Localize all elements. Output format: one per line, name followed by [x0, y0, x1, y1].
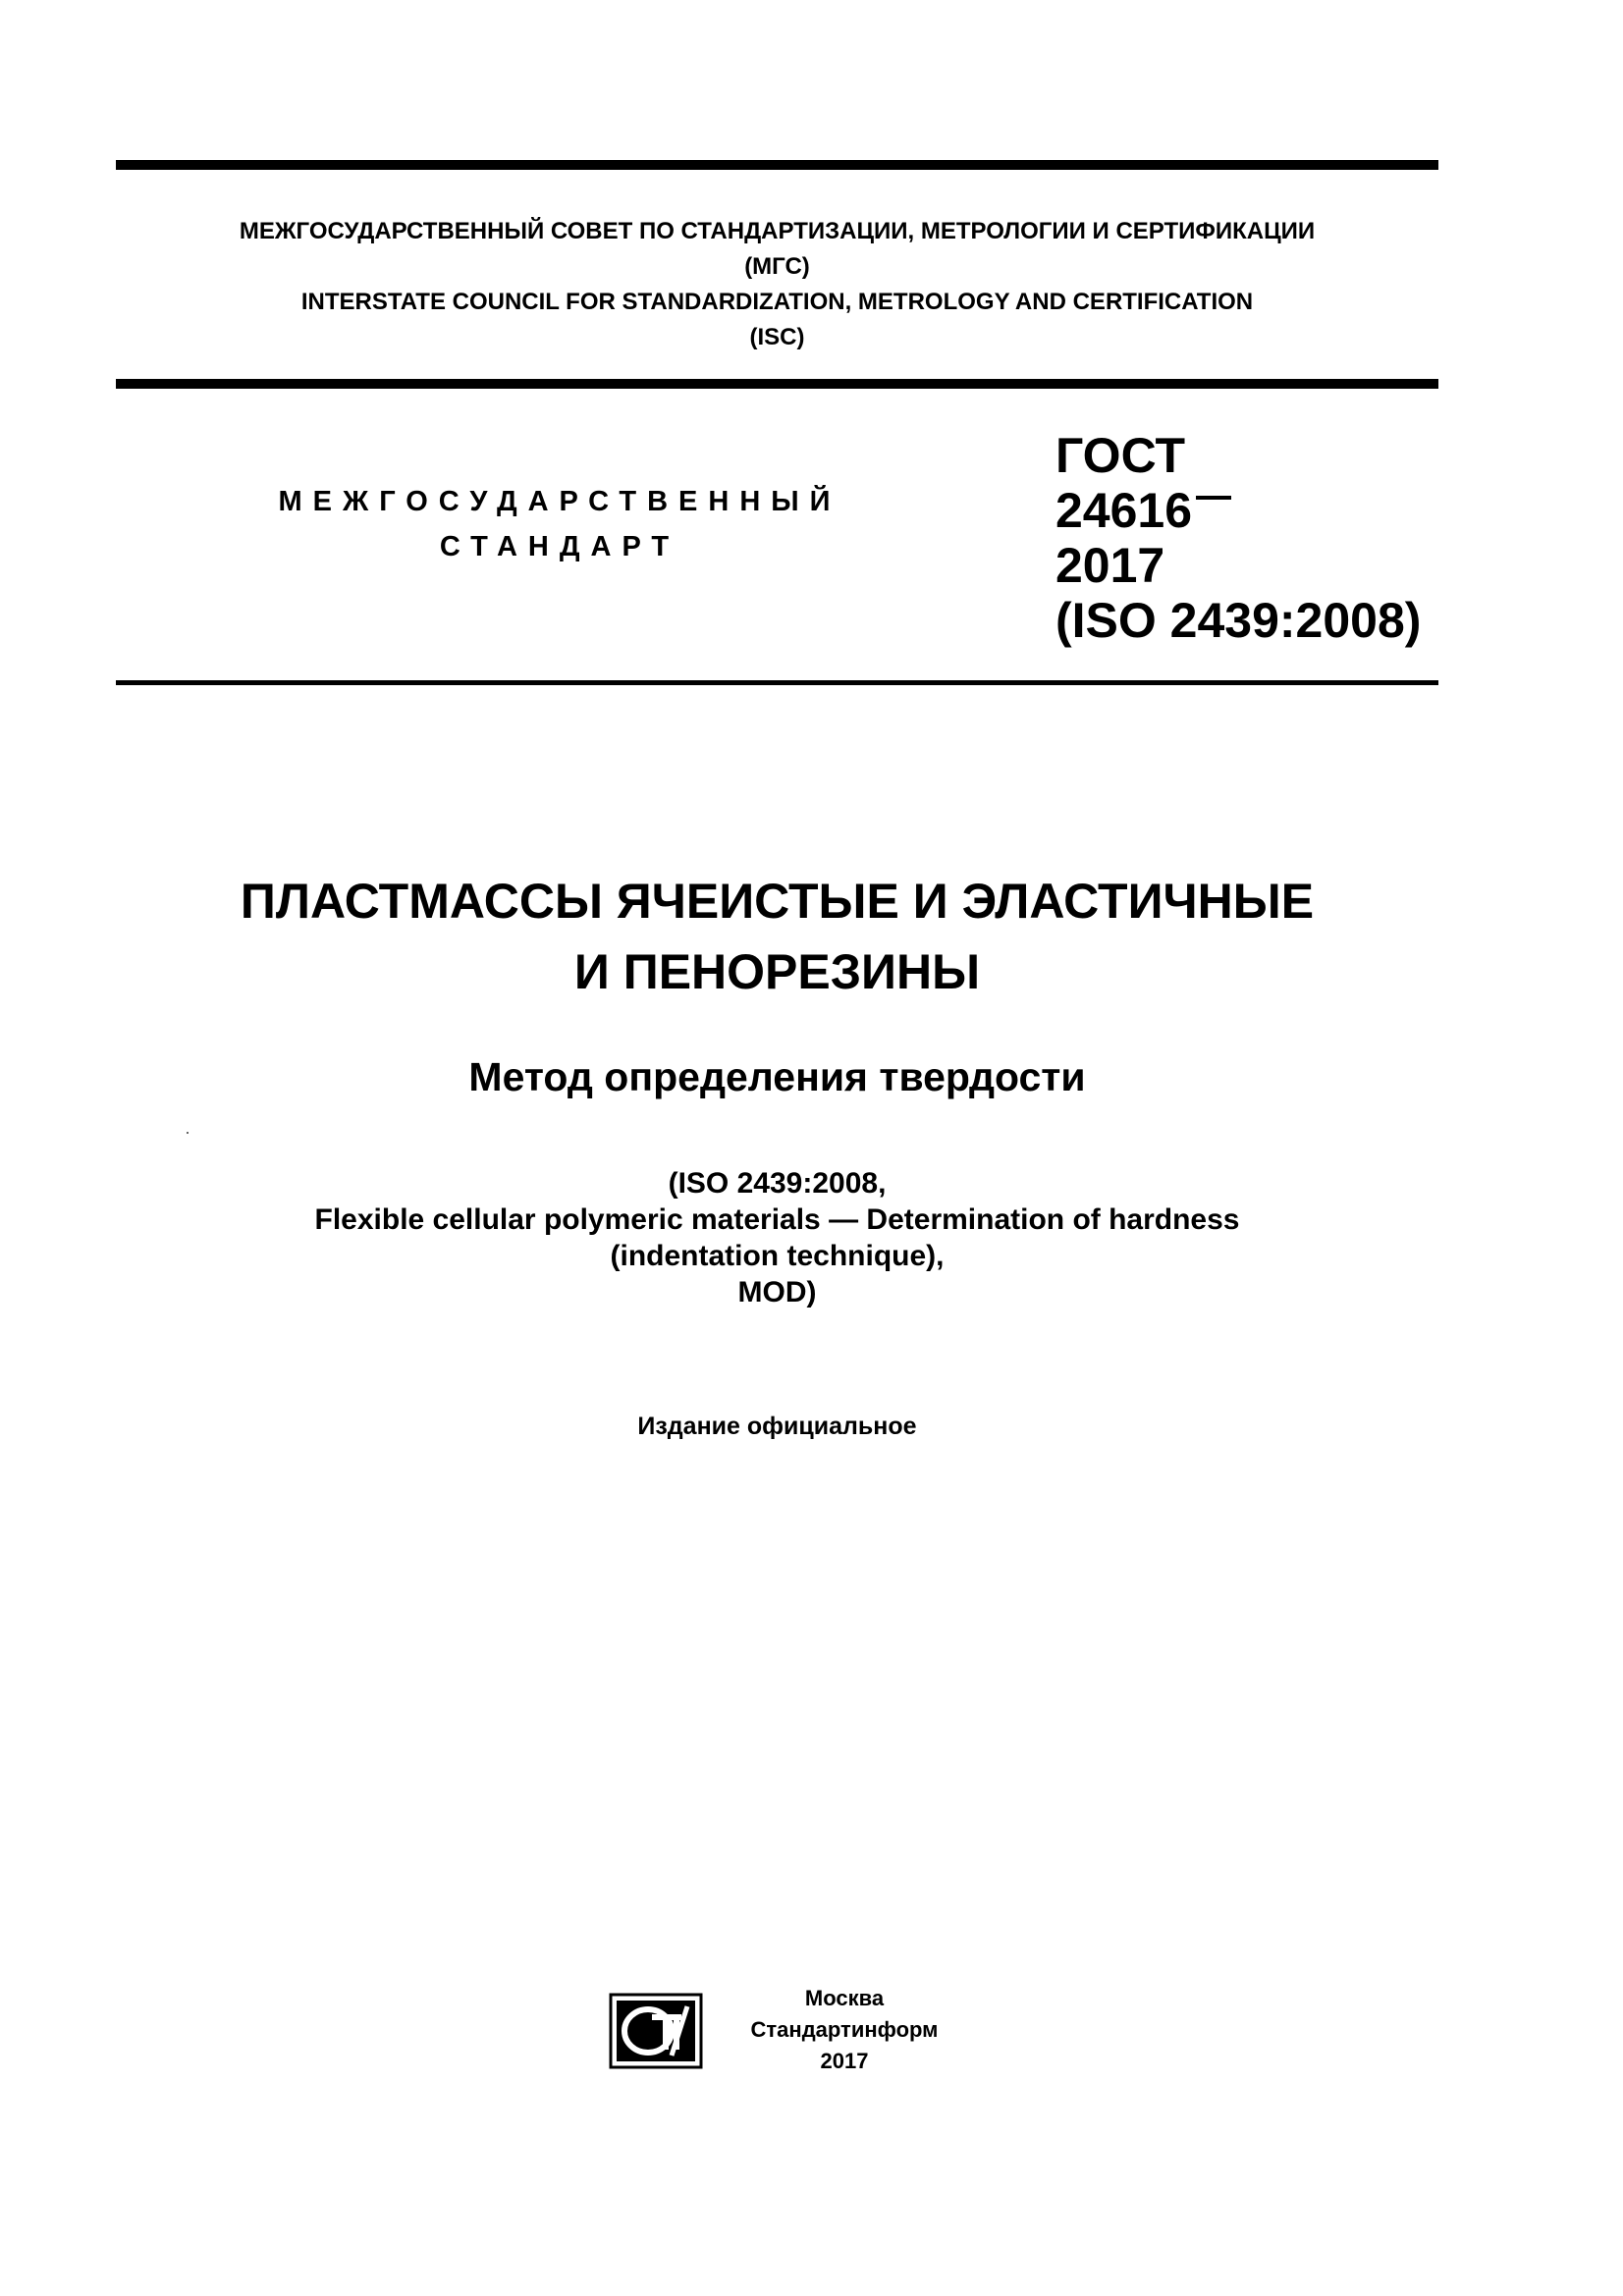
designation-dash	[1196, 496, 1231, 500]
document-subtitle: Метод определения твердости	[468, 1054, 1086, 1099]
designation-year: 2017	[1055, 538, 1165, 593]
standard-designation	[1055, 428, 1421, 648]
document-title	[0, 866, 1554, 1007]
publisher-year: 2017	[820, 2049, 869, 2073]
designation-iso: (ISO 2439:2008)	[1055, 593, 1422, 648]
iso-line1: (ISO 2439:2008,	[668, 1167, 887, 1200]
council-abbr-ru: (МГС)	[744, 253, 810, 280]
title-line1: ПЛАСТМАССЫ ЯЧЕИСТЫЕ И ЭЛАСТИЧНЫЕ	[240, 874, 1315, 929]
designation-number-line	[1055, 483, 1421, 538]
council-name-en: INTERSTATE COUNCIL FOR STANDARDIZATION, METROLOGY AND CERTIFICATION	[300, 289, 1254, 315]
designation-rule	[116, 680, 1438, 685]
standard-kind-line2: СТАНДАРТ	[439, 531, 680, 562]
designation-prefix: ГОСТ	[1055, 428, 1185, 483]
iso-reference	[0, 1165, 1554, 1310]
council-abbr-en: (ISC)	[749, 324, 805, 350]
publisher-city: Москва	[804, 1986, 885, 2010]
iso-line3: (indentation technique),	[610, 1240, 945, 1272]
edition-note: Издание официальное	[637, 1413, 917, 1440]
speck	[187, 1132, 189, 1134]
council-name-ru: МЕЖГОСУДАРСТВЕННЫЙ СОВЕТ ПО СТАНДАРТИЗАЦИИ, МЕТРОЛОГИИ И СЕРТИФИКАЦИИ	[239, 218, 1316, 244]
council-header	[0, 214, 1554, 355]
iso-line2: Flexible cellular polymeric materials — Determination of hardness	[314, 1203, 1240, 1236]
top-rule	[116, 160, 1438, 170]
standard-kind	[245, 479, 874, 569]
standartinform-logo-icon	[609, 1993, 703, 2069]
iso-line4: MOD)	[737, 1276, 817, 1308]
publisher-imprint	[731, 1983, 957, 2077]
publisher-name: Стандартинформ	[750, 2017, 939, 2042]
title-line2: И ПЕНОРЕЗИНЫ	[573, 944, 981, 999]
council-rule	[116, 379, 1438, 389]
designation-number: 24616	[1055, 483, 1193, 538]
standard-kind-line1: МЕЖГОСУДАРСТВЕННЫЙ	[278, 486, 841, 517]
